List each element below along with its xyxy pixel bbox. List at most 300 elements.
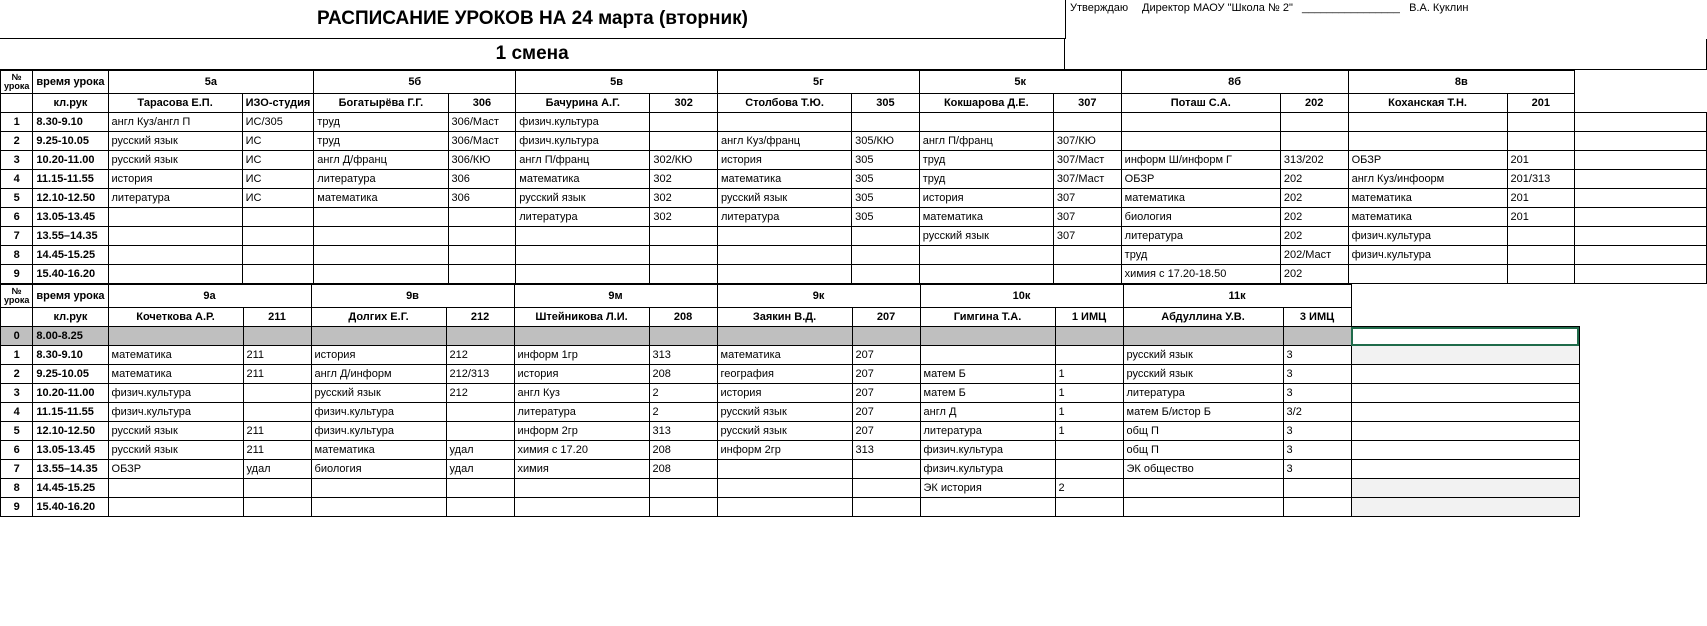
subject-cell[interactable]: русский язык	[919, 227, 1053, 246]
trailing-cell	[1575, 208, 1707, 227]
subject-cell[interactable]: математика	[314, 189, 448, 208]
subject-cell[interactable]	[108, 479, 243, 498]
subject-cell[interactable]	[1348, 113, 1507, 132]
room-cell[interactable]: 302	[650, 208, 718, 227]
room-cell[interactable]: 3	[1283, 346, 1351, 365]
room-cell[interactable]: 305	[852, 208, 920, 227]
room-cell[interactable]: 207	[852, 365, 920, 384]
room-cell[interactable]	[649, 479, 717, 498]
subject-cell[interactable]: ЭК история	[920, 479, 1055, 498]
subject-cell[interactable]: русский язык	[1123, 365, 1283, 384]
subject-cell[interactable]: математика	[108, 346, 243, 365]
subject-cell[interactable]	[108, 327, 243, 346]
subject-cell[interactable]: русский язык	[717, 403, 852, 422]
subject-cell[interactable]: ОБЗР	[108, 460, 243, 479]
subject-cell[interactable]	[314, 246, 448, 265]
room-cell[interactable]: 1	[1055, 422, 1123, 441]
subject-cell[interactable]	[717, 460, 852, 479]
approval-block	[1066, 0, 1707, 39]
teacher-9а: Кочеткова А.Р.	[108, 308, 243, 327]
trailing-cell	[1351, 384, 1579, 403]
subject-cell[interactable]: англ Д/информ	[311, 365, 446, 384]
subject-cell[interactable]	[919, 246, 1053, 265]
subject-cell[interactable]: математика	[717, 170, 851, 189]
table-row	[1, 189, 1707, 208]
subject-cell[interactable]: история	[514, 365, 649, 384]
subject-cell[interactable]: труд	[919, 170, 1053, 189]
room-cell[interactable]: 201	[1507, 151, 1575, 170]
room-cell[interactable]: 3	[1283, 365, 1351, 384]
room-cell[interactable]	[1280, 132, 1348, 151]
trailing-cell	[1351, 498, 1579, 517]
room-cell[interactable]	[852, 498, 920, 517]
subject-cell[interactable]	[514, 479, 649, 498]
subject-cell[interactable]: общ П	[1123, 422, 1283, 441]
subject-cell[interactable]: литература	[717, 208, 851, 227]
subject-cell[interactable]	[311, 498, 446, 517]
subject-cell[interactable]: литература	[514, 403, 649, 422]
subject-cell[interactable]	[1348, 132, 1507, 151]
room-cell[interactable]: 208	[649, 365, 717, 384]
subject-cell[interactable]: физич.культура	[1348, 227, 1507, 246]
room-cell[interactable]: 3	[1283, 460, 1351, 479]
lesson-time: 8.00-8.25	[33, 327, 108, 346]
subject-cell[interactable]	[919, 265, 1053, 284]
room-cell[interactable]	[446, 403, 514, 422]
subject-cell[interactable]: ЭК общество	[1123, 460, 1283, 479]
room-cell[interactable]	[448, 246, 516, 265]
room-cell[interactable]: 313	[649, 346, 717, 365]
room-cell[interactable]: 305	[852, 170, 920, 189]
room-cell[interactable]: 307	[1053, 208, 1121, 227]
room-cell[interactable]	[242, 246, 314, 265]
subject-cell[interactable]: информ 2гр	[514, 422, 649, 441]
room-cell[interactable]: 306	[448, 189, 516, 208]
table-row	[1, 208, 1707, 227]
room-cell[interactable]: 201	[1507, 208, 1575, 227]
subject-cell[interactable]: история	[108, 170, 242, 189]
shift-row	[0, 39, 1707, 70]
subject-cell[interactable]: труд	[314, 132, 448, 151]
subject-cell[interactable]: физич.культура	[516, 113, 650, 132]
lesson-time: 10.20-11.00	[33, 151, 108, 170]
approve-label: Утверждаю	[1070, 2, 1129, 14]
lesson-time: 9.25-10.05	[33, 365, 108, 384]
room-cell[interactable]	[649, 327, 717, 346]
room-cell[interactable]	[243, 498, 311, 517]
room-cell[interactable]	[1055, 327, 1123, 346]
class-name-9а: 9а	[108, 285, 311, 308]
subject-cell[interactable]: физич.культура	[311, 403, 446, 422]
teacher-5к: Кокшарова Д.Е.	[919, 94, 1053, 113]
room-cell[interactable]: 211	[243, 422, 311, 441]
room-cell[interactable]	[650, 132, 718, 151]
subject-cell[interactable]: химия с 17.20	[514, 441, 649, 460]
room-cell[interactable]: 3	[1283, 441, 1351, 460]
subject-cell[interactable]: русский язык	[717, 422, 852, 441]
room-cell[interactable]: 1	[1055, 403, 1123, 422]
lesson-number: 4	[1, 403, 33, 422]
subject-cell[interactable]: англ Куз	[514, 384, 649, 403]
room-cell[interactable]	[1055, 498, 1123, 517]
subject-cell[interactable]	[516, 265, 650, 284]
room-cell[interactable]	[852, 113, 920, 132]
subject-cell[interactable]	[1121, 113, 1280, 132]
trailing-blank	[1575, 71, 1707, 94]
room-cell[interactable]: 212	[446, 384, 514, 403]
lesson-time: 8.30-9.10	[33, 346, 108, 365]
room-cell[interactable]: 2	[649, 384, 717, 403]
room-cell[interactable]	[852, 227, 920, 246]
room-cell[interactable]: 207	[852, 346, 920, 365]
room-cell[interactable]: удал	[446, 460, 514, 479]
subject-cell[interactable]	[920, 327, 1055, 346]
subject-cell[interactable]: англ Д	[920, 403, 1055, 422]
class-name-9к: 9к	[717, 285, 920, 308]
room-cell[interactable]: 202/Маст	[1280, 246, 1348, 265]
room-cell[interactable]: 305	[852, 189, 920, 208]
room-cell[interactable]	[1507, 227, 1575, 246]
room-cell[interactable]	[243, 479, 311, 498]
subject-cell[interactable]	[108, 227, 242, 246]
subject-cell[interactable]: биология	[1121, 208, 1280, 227]
room-cell[interactable]	[852, 479, 920, 498]
room-cell[interactable]: 2	[1055, 479, 1123, 498]
class-name-10к: 10к	[920, 285, 1123, 308]
subject-cell[interactable]: англ Д/франц	[314, 151, 448, 170]
subject-cell[interactable]: география	[717, 365, 852, 384]
subject-cell[interactable]: физич.культура	[1348, 246, 1507, 265]
subject-cell[interactable]: матем Б/истор Б	[1123, 403, 1283, 422]
room-cell[interactable]: 306/КЮ	[448, 151, 516, 170]
subject-cell[interactable]: математика	[1348, 189, 1507, 208]
trailing-cell	[1575, 265, 1707, 284]
subject-cell[interactable]: математика	[717, 346, 852, 365]
room-cell[interactable]	[243, 384, 311, 403]
subject-cell[interactable]: математика	[108, 365, 243, 384]
subject-cell[interactable]: русский язык	[108, 132, 242, 151]
subject-cell[interactable]	[108, 208, 242, 227]
room-cell[interactable]: 208	[649, 460, 717, 479]
room-cell[interactable]	[650, 246, 718, 265]
teacher-10к: Гимгина Т.А.	[920, 308, 1055, 327]
room-cell[interactable]	[1055, 346, 1123, 365]
subject-cell[interactable]: литература	[516, 208, 650, 227]
subject-cell[interactable]	[514, 498, 649, 517]
subject-cell[interactable]: англ Куз/франц	[717, 132, 851, 151]
room-cell[interactable]	[1280, 113, 1348, 132]
class-name-5к: 5к	[919, 71, 1121, 94]
room-cell[interactable]	[852, 246, 920, 265]
room-cell[interactable]: 302	[650, 189, 718, 208]
time-header: время урока	[33, 71, 108, 94]
subject-cell[interactable]: литература	[314, 170, 448, 189]
subject-cell[interactable]	[919, 113, 1053, 132]
table-row	[1, 346, 1580, 365]
subject-cell[interactable]: русский язык	[516, 189, 650, 208]
num-header: № урока	[1, 285, 33, 308]
room-cell[interactable]: 208	[649, 441, 717, 460]
room-cell[interactable]: 307/КЮ	[1053, 132, 1121, 151]
subject-cell[interactable]: физич.культура	[108, 403, 243, 422]
subject-cell[interactable]	[516, 227, 650, 246]
room-cell[interactable]	[649, 498, 717, 517]
room-cell[interactable]	[242, 265, 314, 284]
table-row	[1, 479, 1580, 498]
trailing-cell	[1575, 227, 1707, 246]
room-cell[interactable]	[1053, 246, 1121, 265]
room-cell[interactable]: удал	[446, 441, 514, 460]
subject-cell[interactable]: математика	[1121, 189, 1280, 208]
subject-cell[interactable]: история	[311, 346, 446, 365]
room-cell[interactable]	[242, 227, 314, 246]
room-cell[interactable]: 212/313	[446, 365, 514, 384]
subject-cell[interactable]: англ Куз/инфоорм	[1348, 170, 1507, 189]
subject-cell[interactable]: труд	[1121, 246, 1280, 265]
subject-cell[interactable]: англ П/франц	[919, 132, 1053, 151]
subject-cell[interactable]: англ П/франц	[516, 151, 650, 170]
room-cell[interactable]	[650, 227, 718, 246]
room-cell[interactable]	[1055, 460, 1123, 479]
room-cell[interactable]: 202	[1280, 227, 1348, 246]
subject-cell[interactable]: история	[919, 189, 1053, 208]
room-cell[interactable]: 307	[1053, 227, 1121, 246]
trailing-cell	[1351, 422, 1579, 441]
room-cell[interactable]	[448, 265, 516, 284]
room-cell[interactable]	[1507, 132, 1575, 151]
room-cell[interactable]	[1053, 265, 1121, 284]
room-cell[interactable]: ИС	[242, 189, 314, 208]
room-5к: 307	[1053, 94, 1121, 113]
room-5а: ИЗО-студия	[242, 94, 314, 113]
subject-cell[interactable]: информ 2гр	[717, 441, 852, 460]
room-cell[interactable]: 2	[649, 403, 717, 422]
room-cell[interactable]: 202	[1280, 208, 1348, 227]
room-cell[interactable]: 207	[852, 422, 920, 441]
lesson-number: 4	[1, 170, 33, 189]
subject-cell[interactable]	[514, 327, 649, 346]
subject-cell[interactable]	[108, 265, 242, 284]
subject-cell[interactable]	[717, 265, 851, 284]
subject-cell[interactable]: литература	[108, 189, 242, 208]
room-cell[interactable]	[650, 265, 718, 284]
subject-cell[interactable]: матем Б	[920, 384, 1055, 403]
room-cell[interactable]: 307/Маст	[1053, 151, 1121, 170]
room-cell[interactable]: ИС	[242, 170, 314, 189]
room-cell[interactable]	[1055, 441, 1123, 460]
room-cell[interactable]: 3/2	[1283, 403, 1351, 422]
subject-cell[interactable]	[314, 208, 448, 227]
room-cell[interactable]: 201	[1507, 189, 1575, 208]
subject-cell[interactable]: труд	[314, 113, 448, 132]
subject-cell[interactable]	[108, 246, 242, 265]
subject-cell[interactable]: литература	[920, 422, 1055, 441]
room-cell[interactable]	[446, 498, 514, 517]
table-row	[1, 265, 1707, 284]
teacher-5б: Богатырёва Г.Г.	[314, 94, 448, 113]
room-cell[interactable]: 202	[1280, 265, 1348, 284]
room-cell[interactable]: 211	[243, 441, 311, 460]
subject-cell[interactable]: математика	[311, 441, 446, 460]
subject-cell[interactable]	[920, 346, 1055, 365]
room-cell[interactable]: 302/КЮ	[650, 151, 718, 170]
room-cell[interactable]	[852, 327, 920, 346]
class-name-5а: 5а	[108, 71, 314, 94]
room-cell[interactable]	[446, 327, 514, 346]
room-cell[interactable]: 201/313	[1507, 170, 1575, 189]
lesson-number: 9	[1, 498, 33, 517]
room-cell[interactable]: 305/КЮ	[852, 132, 920, 151]
table-row	[1, 365, 1580, 384]
subject-cell[interactable]: физич.культура	[311, 422, 446, 441]
room-cell[interactable]	[446, 479, 514, 498]
room-cell[interactable]	[1507, 265, 1575, 284]
lesson-number: 9	[1, 265, 33, 284]
table-row	[1, 460, 1580, 479]
subject-cell[interactable]: информ 1гр	[514, 346, 649, 365]
room-10к: 1 ИМЦ	[1055, 308, 1123, 327]
subject-cell[interactable]: информ Ш/информ Г	[1121, 151, 1280, 170]
room-cell[interactable]: 313/202	[1280, 151, 1348, 170]
room-cell[interactable]	[1507, 246, 1575, 265]
subject-cell[interactable]	[311, 327, 446, 346]
subject-cell[interactable]: матем Б	[920, 365, 1055, 384]
room-cell[interactable]: ИС	[242, 151, 314, 170]
lesson-number: 8	[1, 246, 33, 265]
room-cell[interactable]	[1507, 113, 1575, 132]
subject-cell[interactable]: физич.культура	[108, 384, 243, 403]
subject-cell[interactable]: история	[717, 151, 851, 170]
subject-cell[interactable]	[1123, 498, 1283, 517]
subject-cell[interactable]	[717, 327, 852, 346]
room-cell[interactable]: 207	[852, 403, 920, 422]
room-cell[interactable]	[1283, 498, 1351, 517]
room-cell[interactable]	[650, 113, 718, 132]
subject-cell[interactable]: физич.культура	[920, 441, 1055, 460]
table-row	[1, 422, 1580, 441]
room-cell[interactable]: 1	[1055, 365, 1123, 384]
room-cell[interactable]: 306	[448, 170, 516, 189]
subject-cell[interactable]	[314, 227, 448, 246]
subject-cell[interactable]	[516, 246, 650, 265]
room-cell[interactable]	[243, 327, 311, 346]
room-cell[interactable]	[1053, 113, 1121, 132]
subject-cell[interactable]: русский язык	[717, 189, 851, 208]
subject-cell[interactable]: русский язык	[108, 151, 242, 170]
subject-cell[interactable]: биология	[311, 460, 446, 479]
room-cell[interactable]: 202	[1280, 189, 1348, 208]
subject-cell[interactable]: химия	[514, 460, 649, 479]
room-cell[interactable]	[852, 460, 920, 479]
subject-cell[interactable]: математика	[919, 208, 1053, 227]
room-cell[interactable]: ИС	[242, 132, 314, 151]
subject-cell[interactable]	[314, 265, 448, 284]
subject-cell[interactable]: русский язык	[1123, 346, 1283, 365]
room-cell[interactable]: 211	[243, 346, 311, 365]
room-cell[interactable]: 202	[1280, 170, 1348, 189]
room-cell[interactable]	[446, 422, 514, 441]
subject-cell[interactable]	[311, 479, 446, 498]
subject-cell[interactable]: ОБЗР	[1348, 151, 1507, 170]
room-cell[interactable]	[1283, 479, 1351, 498]
subject-cell[interactable]: физич.культура	[516, 132, 650, 151]
subject-cell[interactable]	[1348, 265, 1507, 284]
subject-cell[interactable]: химия с 17.20-18.50	[1121, 265, 1280, 284]
subject-cell[interactable]	[717, 479, 852, 498]
subject-cell[interactable]	[1121, 132, 1280, 151]
subject-cell[interactable]: математика	[516, 170, 650, 189]
room-cell[interactable]: 306/Маст	[448, 132, 516, 151]
subject-cell[interactable]: русский язык	[311, 384, 446, 403]
room-cell[interactable]: 207	[852, 384, 920, 403]
room-cell[interactable]	[852, 265, 920, 284]
room-cell[interactable]	[448, 208, 516, 227]
teacher-9в: Долгих Е.Г.	[311, 308, 446, 327]
room-cell[interactable]: 305	[852, 151, 920, 170]
room-cell[interactable]: 1	[1055, 384, 1123, 403]
lesson-number: 7	[1, 460, 33, 479]
lesson-time: 13.55–14.35	[33, 227, 108, 246]
subject-cell[interactable]: физич.культура	[920, 460, 1055, 479]
lesson-number: 0	[1, 327, 33, 346]
room-cell[interactable]	[1283, 327, 1351, 346]
subject-cell[interactable]: русский язык	[108, 441, 243, 460]
subject-cell[interactable]: математика	[1348, 208, 1507, 227]
table-row	[1, 151, 1707, 170]
subject-cell[interactable]	[1123, 479, 1283, 498]
room-cell[interactable]: 302	[650, 170, 718, 189]
lesson-number: 8	[1, 479, 33, 498]
room-cell[interactable]: 307	[1053, 189, 1121, 208]
room-cell[interactable]	[242, 208, 314, 227]
room-cell[interactable]: ИС/305	[242, 113, 314, 132]
subject-cell[interactable]: литература	[1123, 384, 1283, 403]
room-cell[interactable]	[448, 227, 516, 246]
lesson-number: 6	[1, 441, 33, 460]
room-cell[interactable]: 307/Маст	[1053, 170, 1121, 189]
subject-cell[interactable]	[717, 227, 851, 246]
subject-cell[interactable]	[1123, 327, 1283, 346]
subject-cell[interactable]: ОБЗР	[1121, 170, 1280, 189]
subject-cell[interactable]: литература	[1121, 227, 1280, 246]
subject-cell[interactable]	[717, 113, 851, 132]
room-cell[interactable]: 313	[852, 441, 920, 460]
subject-cell[interactable]: англ Куз/англ П	[108, 113, 242, 132]
subject-cell[interactable]: история	[717, 384, 852, 403]
room-cell[interactable]: удал	[243, 460, 311, 479]
room-cell[interactable]: 3	[1283, 384, 1351, 403]
subject-cell[interactable]	[717, 498, 852, 517]
lesson-number: 5	[1, 422, 33, 441]
subject-cell[interactable]: русский язык	[108, 422, 243, 441]
room-cell[interactable]: 211	[243, 365, 311, 384]
room-cell[interactable]: 3	[1283, 422, 1351, 441]
room-cell[interactable]: 212	[446, 346, 514, 365]
room-cell[interactable]: 306/Маст	[448, 113, 516, 132]
subject-cell[interactable]: общ П	[1123, 441, 1283, 460]
director-title: Директор МАОУ "Школа № 2"	[1142, 2, 1293, 14]
subject-cell[interactable]: труд	[919, 151, 1053, 170]
subject-cell[interactable]	[108, 498, 243, 517]
teacher-5в: Бачурина А.Г.	[516, 94, 650, 113]
class-header-row	[1, 285, 1580, 308]
lesson-time: 9.25-10.05	[33, 132, 108, 151]
class-name-8б: 8б	[1121, 71, 1348, 94]
room-cell[interactable]: 313	[649, 422, 717, 441]
subject-cell[interactable]	[717, 246, 851, 265]
room-cell[interactable]	[243, 403, 311, 422]
subject-cell[interactable]	[920, 498, 1055, 517]
